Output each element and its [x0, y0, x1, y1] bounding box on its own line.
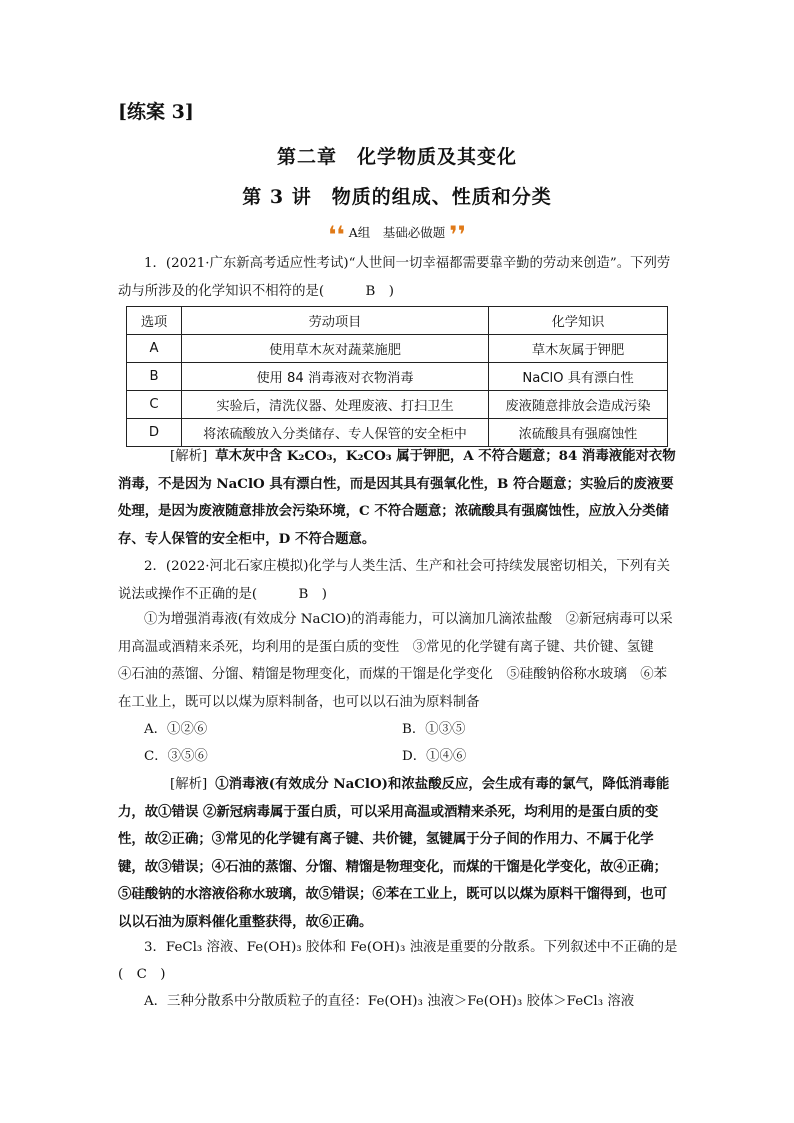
table-header: 化学知识 — [489, 307, 668, 335]
analysis-label: [解析] — [170, 449, 208, 464]
q2-statements: ①为增强消毒液(有效成分 NaClO)的消毒能力，可以滴加几滴浓盐酸 ②新冠病毒可以采用高温或酒精来杀死，均利用的是蛋白质的变性 ③常见的化学键有离子键、共价键、氢键 ④石油的蒸馏、分馏、精馏是物理变化，而煤的干馏是化学变化 ⑤硅酸钠俗称水玻璃 ⑥苯在工业上，既可以以煤为原料制备，也可以以石油为原料制备 — [118, 612, 673, 710]
q2-analysis — [118, 771, 678, 936]
lesson-title: 第 3 讲 物质的组成、性质和分类 — [242, 186, 552, 208]
q3-option-a: A．三种分散系中分散质粒子的直径：Fe(OH)₃ 浊液＞Fe(OH)₃ 胶体＞FeCl₃ 溶液 — [144, 994, 635, 1009]
table-cell: 实验后，清洗仪器、处理废液、打扫卫生 — [182, 391, 489, 419]
close-quote-icon: ❜❜ — [449, 221, 466, 249]
table-row — [127, 363, 668, 391]
q1-close: ) — [388, 283, 394, 299]
group-label: A组 基础必做题 — [348, 225, 446, 240]
table-cell: 废液随意排放会造成污染 — [489, 391, 668, 419]
table-cell: D — [127, 419, 182, 447]
q3-stem: 3．FeCl₃ 溶液、Fe(OH)₃ 胶体和 Fe(OH)₃ 浊液是重要的分散系。下列叙述中不正确的是 — [144, 940, 678, 955]
table-cell: 使用草木灰对蔬菜施肥 — [182, 335, 489, 363]
table-header: 劳动项目 — [182, 307, 489, 335]
q1-analysis — [118, 443, 678, 553]
table-header-row — [127, 307, 668, 335]
q2-close: ) — [321, 586, 327, 602]
option-c: C．③⑤⑥ — [144, 749, 208, 764]
open-quote-icon: ❛❛ — [328, 221, 345, 249]
table-row — [127, 335, 668, 363]
q2-options-row-2 — [144, 743, 684, 771]
table-header: 选项 — [127, 307, 182, 335]
option-d: D．①④⑥ — [402, 749, 467, 764]
q2-stem: 2．(2022·河北石家庄模拟)化学与人类生活、生产和社会可持续发展密切相关，下列有关说法或操作不正确的是( — [118, 559, 670, 602]
q2-answer: B — [298, 586, 309, 602]
option-a: A．①②⑥ — [144, 722, 208, 737]
q1-stem: 1．(2021·广东新高考适应性考试)“人世间一切幸福都需要靠辛勤的劳动来创造”。下列劳动与所涉及的化学知识不相符的是( — [118, 256, 671, 299]
q1-stem-block — [118, 250, 678, 305]
group-heading — [0, 221, 794, 249]
table-cell: NaClO 具有漂白性 — [489, 363, 668, 391]
q2-stem-block — [118, 553, 678, 608]
option-b: B．①③⑤ — [402, 722, 466, 737]
table-row — [127, 391, 668, 419]
table-cell: 草木灰属于钾肥 — [489, 335, 668, 363]
q1-analysis-text: 草木灰中含 K₂CO₃，K₂CO₃ 属于钾肥，A 不符合题意；84 消毒液能对衣物消毒，不是因为 NaClO 具有漂白性，而是因其具有强氧化性，B 符合题意；实验后的废液要处理，是因为废液随意排放会污染环境，C 不符合题意；浓硫酸具有强腐蚀性，应放入分类储存、专人保管的安全柜中，D 不符合题意。 — [118, 448, 676, 547]
practice-tag: [练案 3] — [118, 101, 194, 123]
table-cell: 将浓硫酸放入分类储存、专人保管的安全柜中 — [182, 419, 489, 447]
analysis-label: [解析] — [170, 777, 208, 792]
q1-table — [126, 306, 668, 447]
table-cell: 使用 84 消毒液对衣物消毒 — [182, 363, 489, 391]
q3-answer-line: ( C ) — [118, 967, 166, 982]
q1-answer: B — [365, 283, 376, 299]
table-cell: 浓硫酸具有强腐蚀性 — [489, 419, 668, 447]
chapter-title: 第二章 化学物质及其变化 — [276, 146, 517, 168]
table-cell: C — [127, 391, 182, 419]
table-cell: B — [127, 363, 182, 391]
q2-options-row-1 — [144, 716, 684, 744]
table-cell: A — [127, 335, 182, 363]
q2-analysis-text: ①消毒液(有效成分 NaClO)和浓盐酸反应，会生成有毒的氯气，降低消毒能力，故①错误 ②新冠病毒属于蛋白质，可以采用高温或酒精来杀死，均利用的是蛋白质的变性，故②正确；③常见的化学键有离子键、共价键，氢键属于分子间的作用力、不属于化学键，故③错误；④石油的蒸馏、分馏、精馏是物理变化，而煤的干馏是化学变化，故④正确；⑤硅酸钠的水溶液俗称水玻璃，故⑤错误；⑥苯在工业上，既可以以煤为原料干馏得到，也可以以石油为原料催化重整获得，故⑥正确。 — [118, 776, 670, 930]
